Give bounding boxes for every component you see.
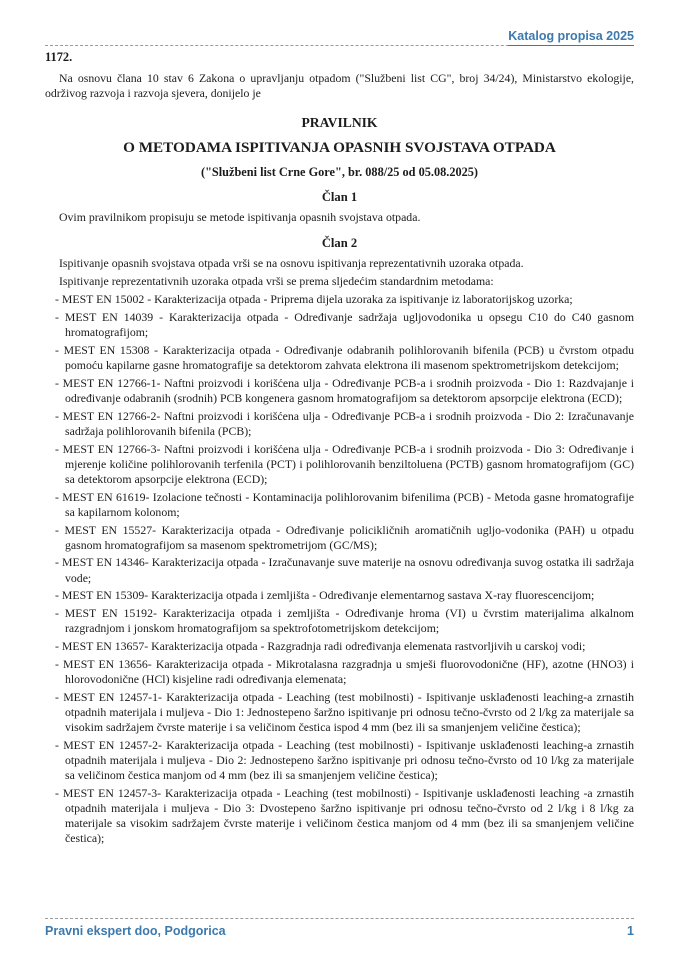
method-item: - MEST EN 12766-1- Naftni proizvodi i korišćena ulja - Određivanje PCB-a i srodnih proizvoda - Dio 1: Razdvajanje i određivanje odabranih (srodnih) PCB kongenera gasnom hromatografijom sa detektorom apsorpcije elektrona (ECD); [55, 375, 634, 405]
method-item: - MEST EN 15309- Karakterizacija otpada i zemljišta - Određivanje elementarnog sastava X-ray fluorescencijom; [55, 588, 595, 603]
method-item: - MEST EN 15002 - Karakterizacija otpada - Priprema dijela uzoraka za ispitivanje iz laboratorijskog uzorka; [55, 292, 573, 307]
publisher-label: Pravni ekspert doo, Podgorica [45, 924, 226, 938]
page-header [45, 28, 634, 46]
article-2-paragraph-1: Ispitivanje opasnih svojstava otpada vrši se na osnovu ispitivanja reprezentativnih uzoraka otpada. [59, 255, 524, 270]
method-item: - MEST EN 12457-1- Karakterizacija otpada - Leaching (test mobilnosti) - Ispitivanje usklađenosti leaching-a zrnastih otpadnih materijala i muljeva - Dio 1: Jednostepeno šaržno ispitivanje pri odnosu tečno-čvrsto od 2 l/kg za materijale sa visokim sadržajem čvrste materije i sa veličinom čestica ispod 4 mm (bez ili sa smanjenjem veličine čestica); [55, 689, 634, 735]
doc-subject-title: O METODAMA ISPITIVANJA OPASNIH SVOJSTAVA OTPADA [123, 138, 556, 156]
catalog-label: Katalog propisa 2025 [508, 29, 634, 46]
method-item: - MEST EN 12457-2- Karakterizacija otpada - Leaching (test mobilnosti) - Ispitivanje usklađenosti leaching-a zrnastih otpadnih materijala i muljeva - Dio 2: Jednostepeno šaržno ispitivanje pri odnosu tečno-čvrsto od 10 l/kg za materijale sa veličinom čestica manjom od 4 mm (bez ili sa smanjenjem veličine čestica); [55, 737, 634, 783]
methods-list [45, 292, 634, 846]
gazette-reference: ("Službeni list Crne Gore", br. 088/25 od 05.08.2025) [200, 165, 479, 180]
method-item: - MEST EN 15308 - Karakterizacija otpada - Određivanje odabranih polihlorovanih bifenila (PCB) u čvrstom otpadu pomoću kapilarne gasne hromatografije sa detektorom zahvata elektrona ili masenom spektrometrijskom detekcijom; [55, 342, 634, 373]
article-2-heading: Član 2 [321, 235, 358, 250]
method-item: - MEST EN 13656- Karakterizacija otpada - Mikrotalasna razgradnja u smješi fluorovodonične (HF), azotne (HNO3) i hlorovodonične (HCl) kisjeline radi određivanja elemenata; [55, 656, 634, 686]
act-number: 1172. [45, 50, 73, 64]
method-item: - MEST EN 15192- Karakterizacija otpada i zemljišta - Određivanje hroma (VI) u čvrstim materijalima alkalnom razgradnjom i jonskom hromatografijom sa spektrofotometrijskom detekcijom; [55, 606, 634, 636]
preamble-paragraph: Na osnovu člana 10 stav 6 Zakona o upravljanju otpadom ("Službeni list CG", broj 34/24), Ministarstvo ekologije, održivog razvoja i razvoja sjevera, donijelo je [45, 71, 634, 101]
page-number: 1 [627, 924, 634, 938]
method-item: - MEST EN 14039 - Karakterizacija otpada - Određivanje sadržaja ugljovodonika u opsegu C10 do C40 gasnom hromatografijom; [55, 309, 634, 340]
method-item: - MEST EN 61619- Izolacione tečnosti - Kontaminacija polihlorovanim bifenilima (PCB) - Metoda gasne hromatografije sa kapilarnom kolonom; [55, 489, 634, 519]
article-2-paragraph-2: Ispitivanje reprezentativnih uzoraka otpada vrši se prema sljedećim standardnim metodama: [59, 274, 494, 289]
article-1-heading: Član 1 [321, 190, 358, 205]
method-item: - MEST EN 15527- Karakterizacija otpada - Određivanje policikličnih aromatičnih ugljo-vodonika (PAH) u otpadu gasnom hromatografijom sa masenom spektrometrijom (GC/MS); [55, 522, 634, 552]
method-item: - MEST EN 14346- Karakterizacija otpada - Izračunavanje suve materije na osnovu određivanja suvog ostatka ili sadržaja vode; [55, 555, 634, 585]
method-item: - MEST EN 12457-3- Karakterizacija otpada - Leaching (test mobilnosti) - Ispitivanje usklađenosti leaching -a zrnastih otpadnih materijala i muljeva - Dio 3: Dvostepeno šaržno ispitivanje pri odnosu tečno-čvrsto od 2 l/kg i 8 l/kg za materijale sa visokim sadržajem čvrste materije i veličinom čestica manjom od 4 mm (bez ili sa smanjenjem veličine čestica); [55, 785, 634, 846]
method-item: - MEST EN 12766-3- Naftni proizvodi i korišćena ulja - Određivanje PCB-a i srodnih proizvoda - Dio 3: Određivanje i mjerenje količine polihlorovanih terfenila (PCT) i polihlorovanih benziltoluena (PCTB) gasnom hromatografijom (GC) sa detektorom apsorpcije elektrona (ECD); [55, 441, 634, 486]
page-footer [45, 918, 634, 938]
method-item: - MEST EN 12766-2- Naftni proizvodi i korišćena ulja - Određivanje PCB-a i srodnih proizvoda - Dio 2: Izračunavanje sadržaja polihlorovanih bifenila (PCB); [55, 408, 634, 438]
document-body [45, 48, 634, 849]
method-item: - MEST EN 13657- Karakterizacija otpada - Razgradnja radi određivanja elemenata rastvorljivih u carskoj vodi; [55, 639, 586, 653]
doc-type-title: PRAVILNIK [301, 114, 378, 130]
article-1-paragraph: Ovim pravilnikom propisuju se metode ispitivanja opasnih svojstava otpada. [59, 210, 421, 225]
